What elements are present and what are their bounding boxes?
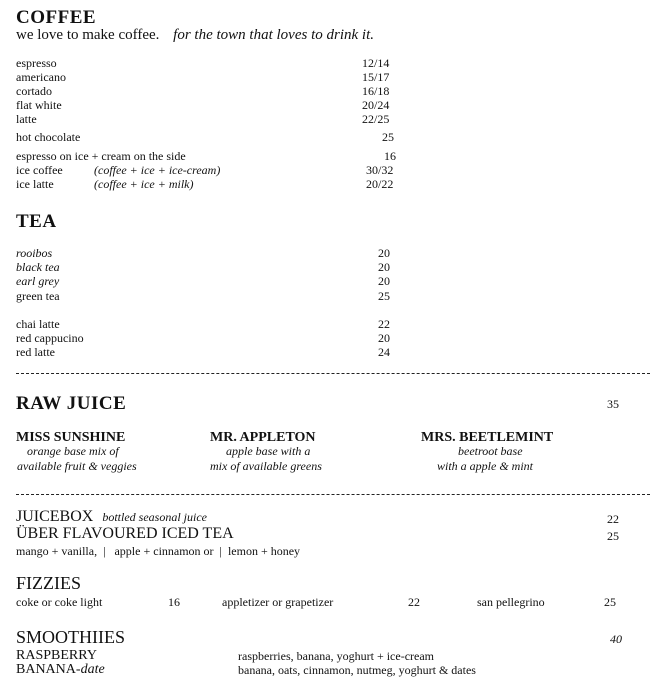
menu-item-price: 24 [378, 345, 390, 359]
menu-item-name: red cappucino [16, 331, 84, 345]
menu-item-price: 22/25 [362, 112, 390, 126]
juice-name: MRS. BEETLEMINT [421, 430, 554, 445]
menu-item-name: appletizer or grapetizer [222, 595, 334, 609]
tea-heading: TEA [16, 211, 57, 232]
juice-desc: mix of available greens [210, 459, 322, 473]
menu-item-name: ice coffee [16, 163, 63, 177]
raw-juice-heading: RAW JUICE [16, 393, 127, 414]
smoothies-price: 40 [610, 632, 622, 646]
smoothie-name: RASPBERRY [16, 648, 97, 663]
smoothies-heading: SMOOTHIIES [16, 627, 126, 647]
juice-desc: available fruit & veggies [17, 459, 137, 473]
menu-item-price: 16 [168, 595, 180, 609]
juicebox-price: 22 [607, 512, 619, 526]
smoothie-desc: banana, oats, cinnamon, nutmeg, yoghurt & dates [238, 663, 476, 677]
juicebox-row [16, 508, 207, 526]
menu-item-desc: (coffee + ice + ice-cream) [94, 163, 221, 177]
menu-item-price: 22 [378, 317, 390, 331]
iced-tea-name: ÜBER FLAVOURED ICED TEA [16, 525, 234, 542]
smoothie-name-text: BANANA- [16, 662, 81, 677]
menu-item-price: 25 [604, 595, 616, 609]
menu-item-price: 20 [378, 274, 390, 288]
menu-item-name: espresso on ice + cream on the side [16, 149, 186, 163]
juice-name: MR. APPLETON [210, 430, 316, 445]
menu-item-price: 12/14 [362, 56, 390, 70]
juice-desc: with a apple & mint [437, 459, 533, 473]
coffee-tagline-text: we love to make coffee. [16, 27, 160, 43]
fizzies-heading: FIZZIES [16, 573, 81, 593]
juice-name: MISS SUNSHINE [16, 430, 126, 445]
smoothie-name-italic: date [80, 662, 105, 677]
iced-tea-price: 25 [607, 529, 619, 543]
iced-tea-flavours: mango + vanilla, | apple + cinnamon or | lemon + honey [16, 544, 301, 558]
menu-item-price: 16 [384, 149, 396, 163]
juice-desc: beetroot base [458, 444, 523, 458]
menu-item-price: 25 [382, 130, 394, 144]
menu-item-name: flat white [16, 98, 62, 112]
menu-item-price: 30/32 [366, 163, 394, 177]
menu-item-name: san pellegrino [477, 595, 545, 609]
menu-item-name: cortado [16, 84, 52, 98]
menu-item-price: 15/17 [362, 70, 390, 84]
menu-item-price: 20 [378, 331, 390, 345]
menu-item-name: green tea [16, 289, 60, 303]
coffee-tagline-italic: for the town that loves to drink it. [173, 27, 374, 43]
smoothie-desc: raspberries, banana, yoghurt + ice-cream [238, 649, 435, 663]
menu-item-name: coke or coke light [16, 595, 103, 609]
raw-juice-price: 35 [607, 397, 619, 411]
menu-item-desc: (coffee + ice + milk) [94, 177, 194, 191]
menu-item-name: americano [16, 70, 66, 84]
juice-desc: apple base with a [226, 444, 311, 458]
menu-item-price: 22 [408, 595, 420, 609]
menu-item-name: red latte [16, 345, 55, 359]
menu-item-name: hot chocolate [16, 130, 81, 144]
juicebox-desc: bottled seasonal juice [102, 510, 207, 524]
menu-item-name: latte [16, 112, 37, 126]
menu-item-price: 20/24 [362, 98, 390, 112]
menu-item-name: ice latte [16, 177, 54, 191]
menu-item-price: 20 [378, 246, 390, 260]
menu-item-name: earl grey [16, 274, 60, 288]
coffee-tagline [16, 27, 374, 44]
menu-item-name: espresso [16, 56, 57, 70]
menu-item-price: 20/22 [366, 177, 394, 191]
menu-item-price: 16/18 [362, 84, 390, 98]
smoothie-name [16, 662, 105, 678]
section-divider [16, 373, 650, 374]
juice-desc: orange base mix of [27, 444, 119, 458]
menu-item-name: rooibos [16, 246, 53, 260]
juicebox-name: JUICEBOX [16, 508, 94, 525]
menu-item-name: black tea [16, 260, 60, 274]
menu-item-price: 20 [378, 260, 390, 274]
section-divider [16, 494, 650, 495]
menu-item-name: chai latte [16, 317, 60, 331]
coffee-heading: COFFEE [16, 7, 97, 28]
menu-item-price: 25 [378, 289, 390, 303]
